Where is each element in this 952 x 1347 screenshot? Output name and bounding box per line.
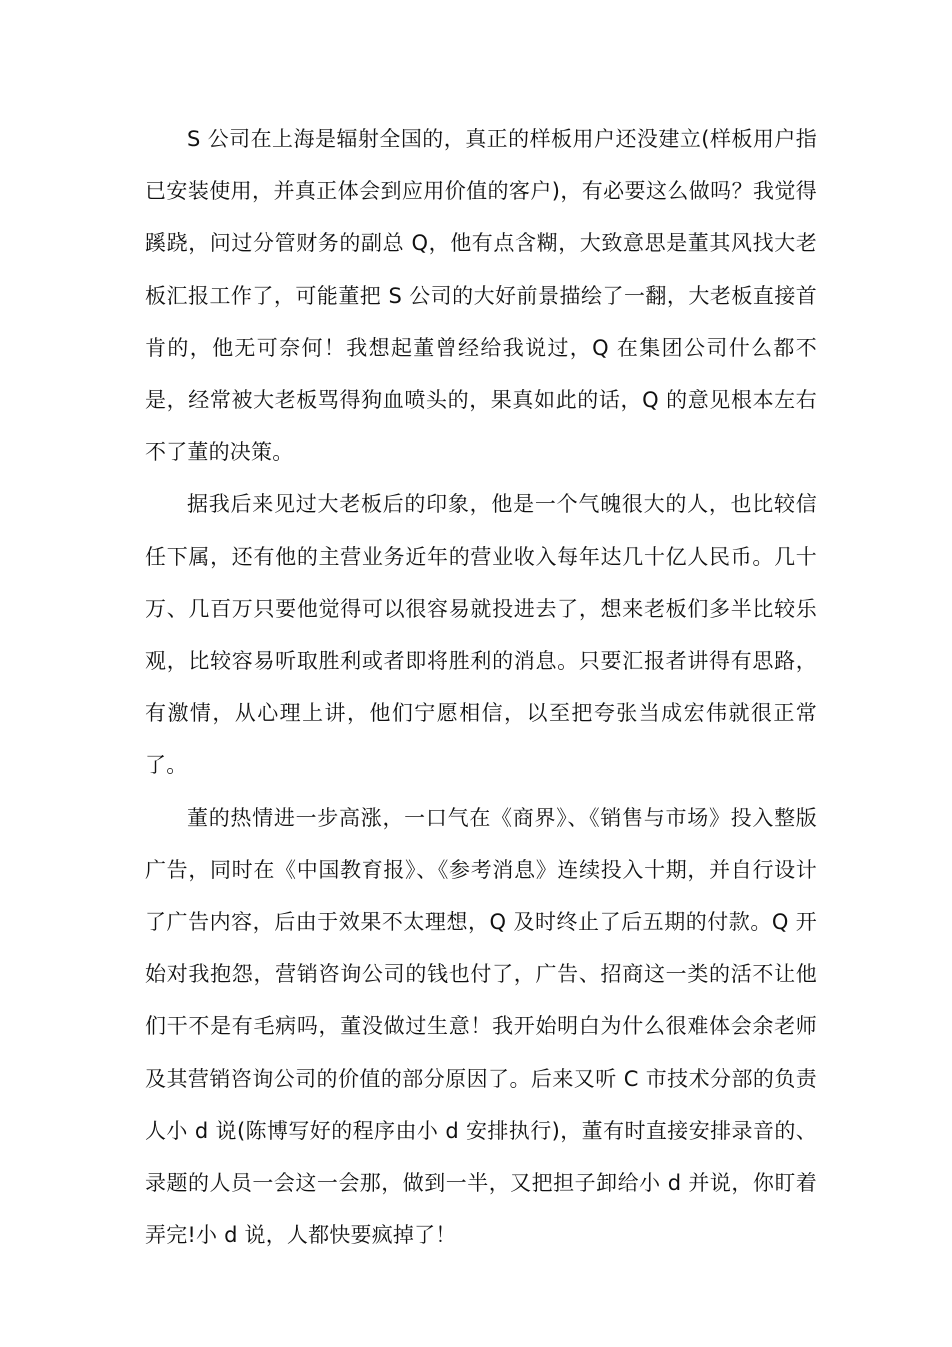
paragraph-1: S 公司在上海是辐射全国的，真正的样板用户还没建立(样板用户指已安装使用，并真正体会到应用价值的客户)，有必要这么做吗？我觉得蹊跷，问过分管财务的副总 Q，他有点含糊，大致意思是董其风找大老板汇报工作了，可能董把 S 公司的大好前景描绘了一翻，大老板直接首肯的，他无可奈何！我想起董曾经给我说过，Q 在集团公司什么都不是，经常被大老板骂得狗血喷头的，果真如此的话，Q 的意见根本左右不了董的决策。 <box>145 127 817 465</box>
document-body <box>145 113 817 1261</box>
paragraph-2: 据我后来见过大老板后的印象，他是一个气魄很大的人，也比较信任下属，还有他的主营业务近年的营业收入每年达几十亿人民币。几十万、几百万只要他觉得可以很容易就投进去了，想来老板们多半比较乐观，比较容易听取胜利或者即将胜利的消息。只要汇报者讲得有思路，有激情，从心理上讲，他们宁愿相信，以至把夸张当成宏伟就很正常了。 <box>145 492 817 778</box>
paragraph-3: 董的热情进一步高涨，一口气在《商界》、《销售与市场》投入整版广告，同时在《中国教育报》、《参考消息》连续投入十期，并自行设计了广告内容，后由于效果不太理想，Q 及时终止了后五期的付款。Q 开始对我抱怨，营销咨询公司的钱也付了，广告、招商这一类的活不让他们干不是有毛病吗，董没做过生意！我开始明白为什么很难体会余老师及其营销咨询公司的价值的部分原因了。后来又听 C 市技术分部的负责人小 d 说(陈博写好的程序由小 d 安排执行)，董有时直接安排录音的、录题的人员一会这一会那，做到一半，又把担子卸给小 d 并说，你盯着弄完!小 d 说，人都快要疯掉了！ <box>145 805 817 1248</box>
